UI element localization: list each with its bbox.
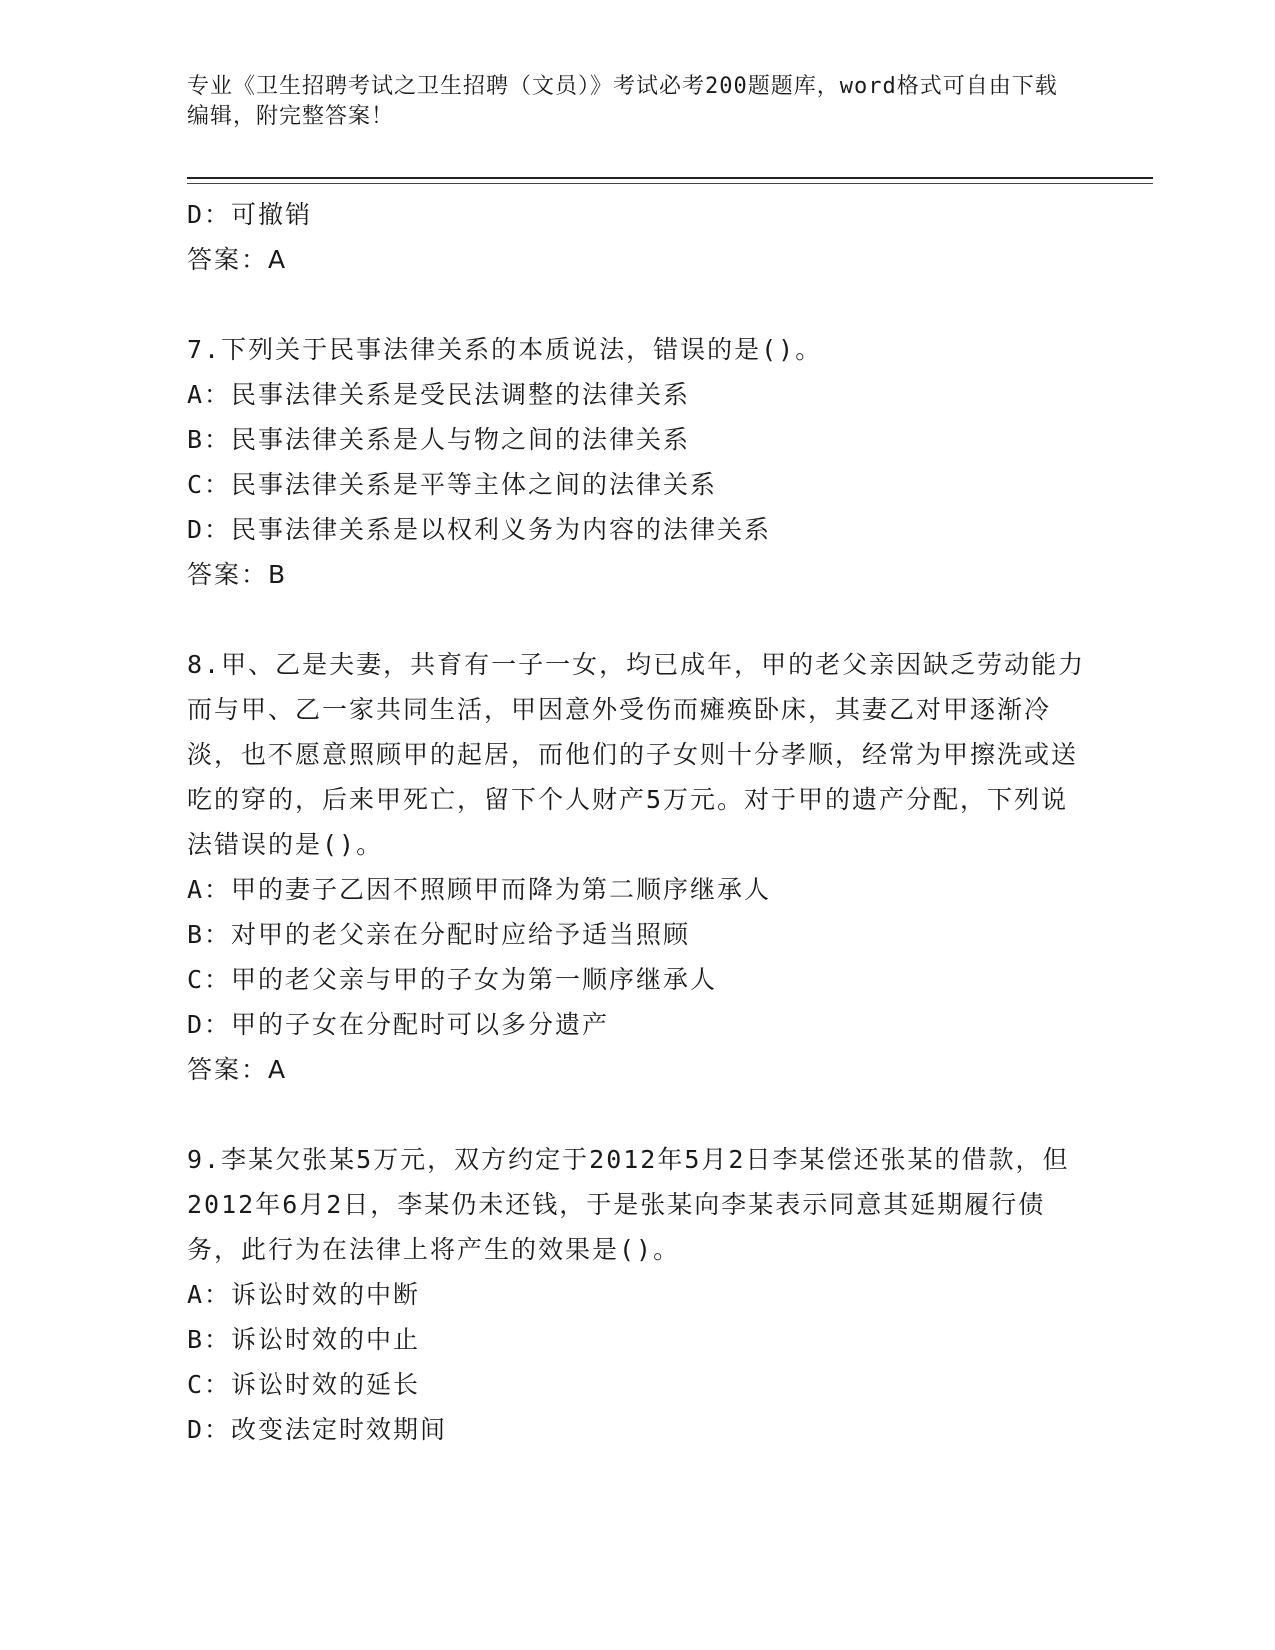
question-block — [187, 642, 1087, 1092]
option-c: C：民事法律关系是平等主体之间的法律关系 — [187, 470, 718, 499]
question-text: 7.下列关于民事法律关系的本质说法，错误的是()。 — [187, 335, 823, 364]
option-d: D：民事法律关系是以权利义务为内容的法律关系 — [187, 515, 772, 544]
document-body — [187, 192, 1087, 1452]
question-text: 9.李某欠张某5万元，双方约定于2012年5月2日李某偿还张某的借款，但2012年6月2日，李某仍未还钱，于是张某向李某表示同意其延期履行债务，此行为在法律上将产生的效果是()。 — [187, 1145, 1070, 1264]
option-a: A：民事法律关系是受民法调整的法律关系 — [187, 380, 691, 409]
question-block — [187, 327, 1087, 597]
option-d: D：甲的子女在分配时可以多分遗产 — [187, 1010, 610, 1039]
question-text: 8.甲、乙是夫妻，共育有一子一女，均已成年，甲的老父亲因缺乏劳动能力而与甲、乙一家共同生活，甲因意外受伤而瘫痪卧床，其妻乙对甲逐渐冷淡，也不愿意照顾甲的起居，而他们的子女则十分孝顺，经常为甲擦洗或送吃的穿的，后来甲死亡，留下个人财产5万元。对于甲的遗产分配，下列说法错误的是()。 — [187, 650, 1086, 859]
option-d: D：可撤销 — [187, 200, 313, 229]
option-b: B：诉讼时效的中止 — [187, 1325, 421, 1354]
answer-line: 答案：B — [187, 560, 288, 589]
option-c: C：甲的老父亲与甲的子女为第一顺序继承人 — [187, 965, 718, 994]
document-header: 专业《卫生招聘考试之卫生招聘（文员）》考试必考200题题库，word格式可自由下载编辑，附完整答案！ — [187, 74, 1058, 129]
option-d: D：改变法定时效期间 — [187, 1415, 448, 1444]
question-block — [187, 1137, 1087, 1452]
option-a: A：诉讼时效的中断 — [187, 1280, 421, 1309]
option-b: B：对甲的老父亲在分配时应给予适当照顾 — [187, 920, 691, 949]
header-divider-thick — [187, 177, 1153, 179]
answer-line: 答案：A — [187, 1055, 288, 1084]
header-divider-thin — [187, 183, 1153, 184]
option-c: C：诉讼时效的延长 — [187, 1370, 421, 1399]
option-a: A：甲的妻子乙因不照顾甲而降为第二顺序继承人 — [187, 875, 772, 904]
option-b: B：民事法律关系是人与物之间的法律关系 — [187, 425, 691, 454]
answer-line: 答案：A — [187, 245, 288, 274]
